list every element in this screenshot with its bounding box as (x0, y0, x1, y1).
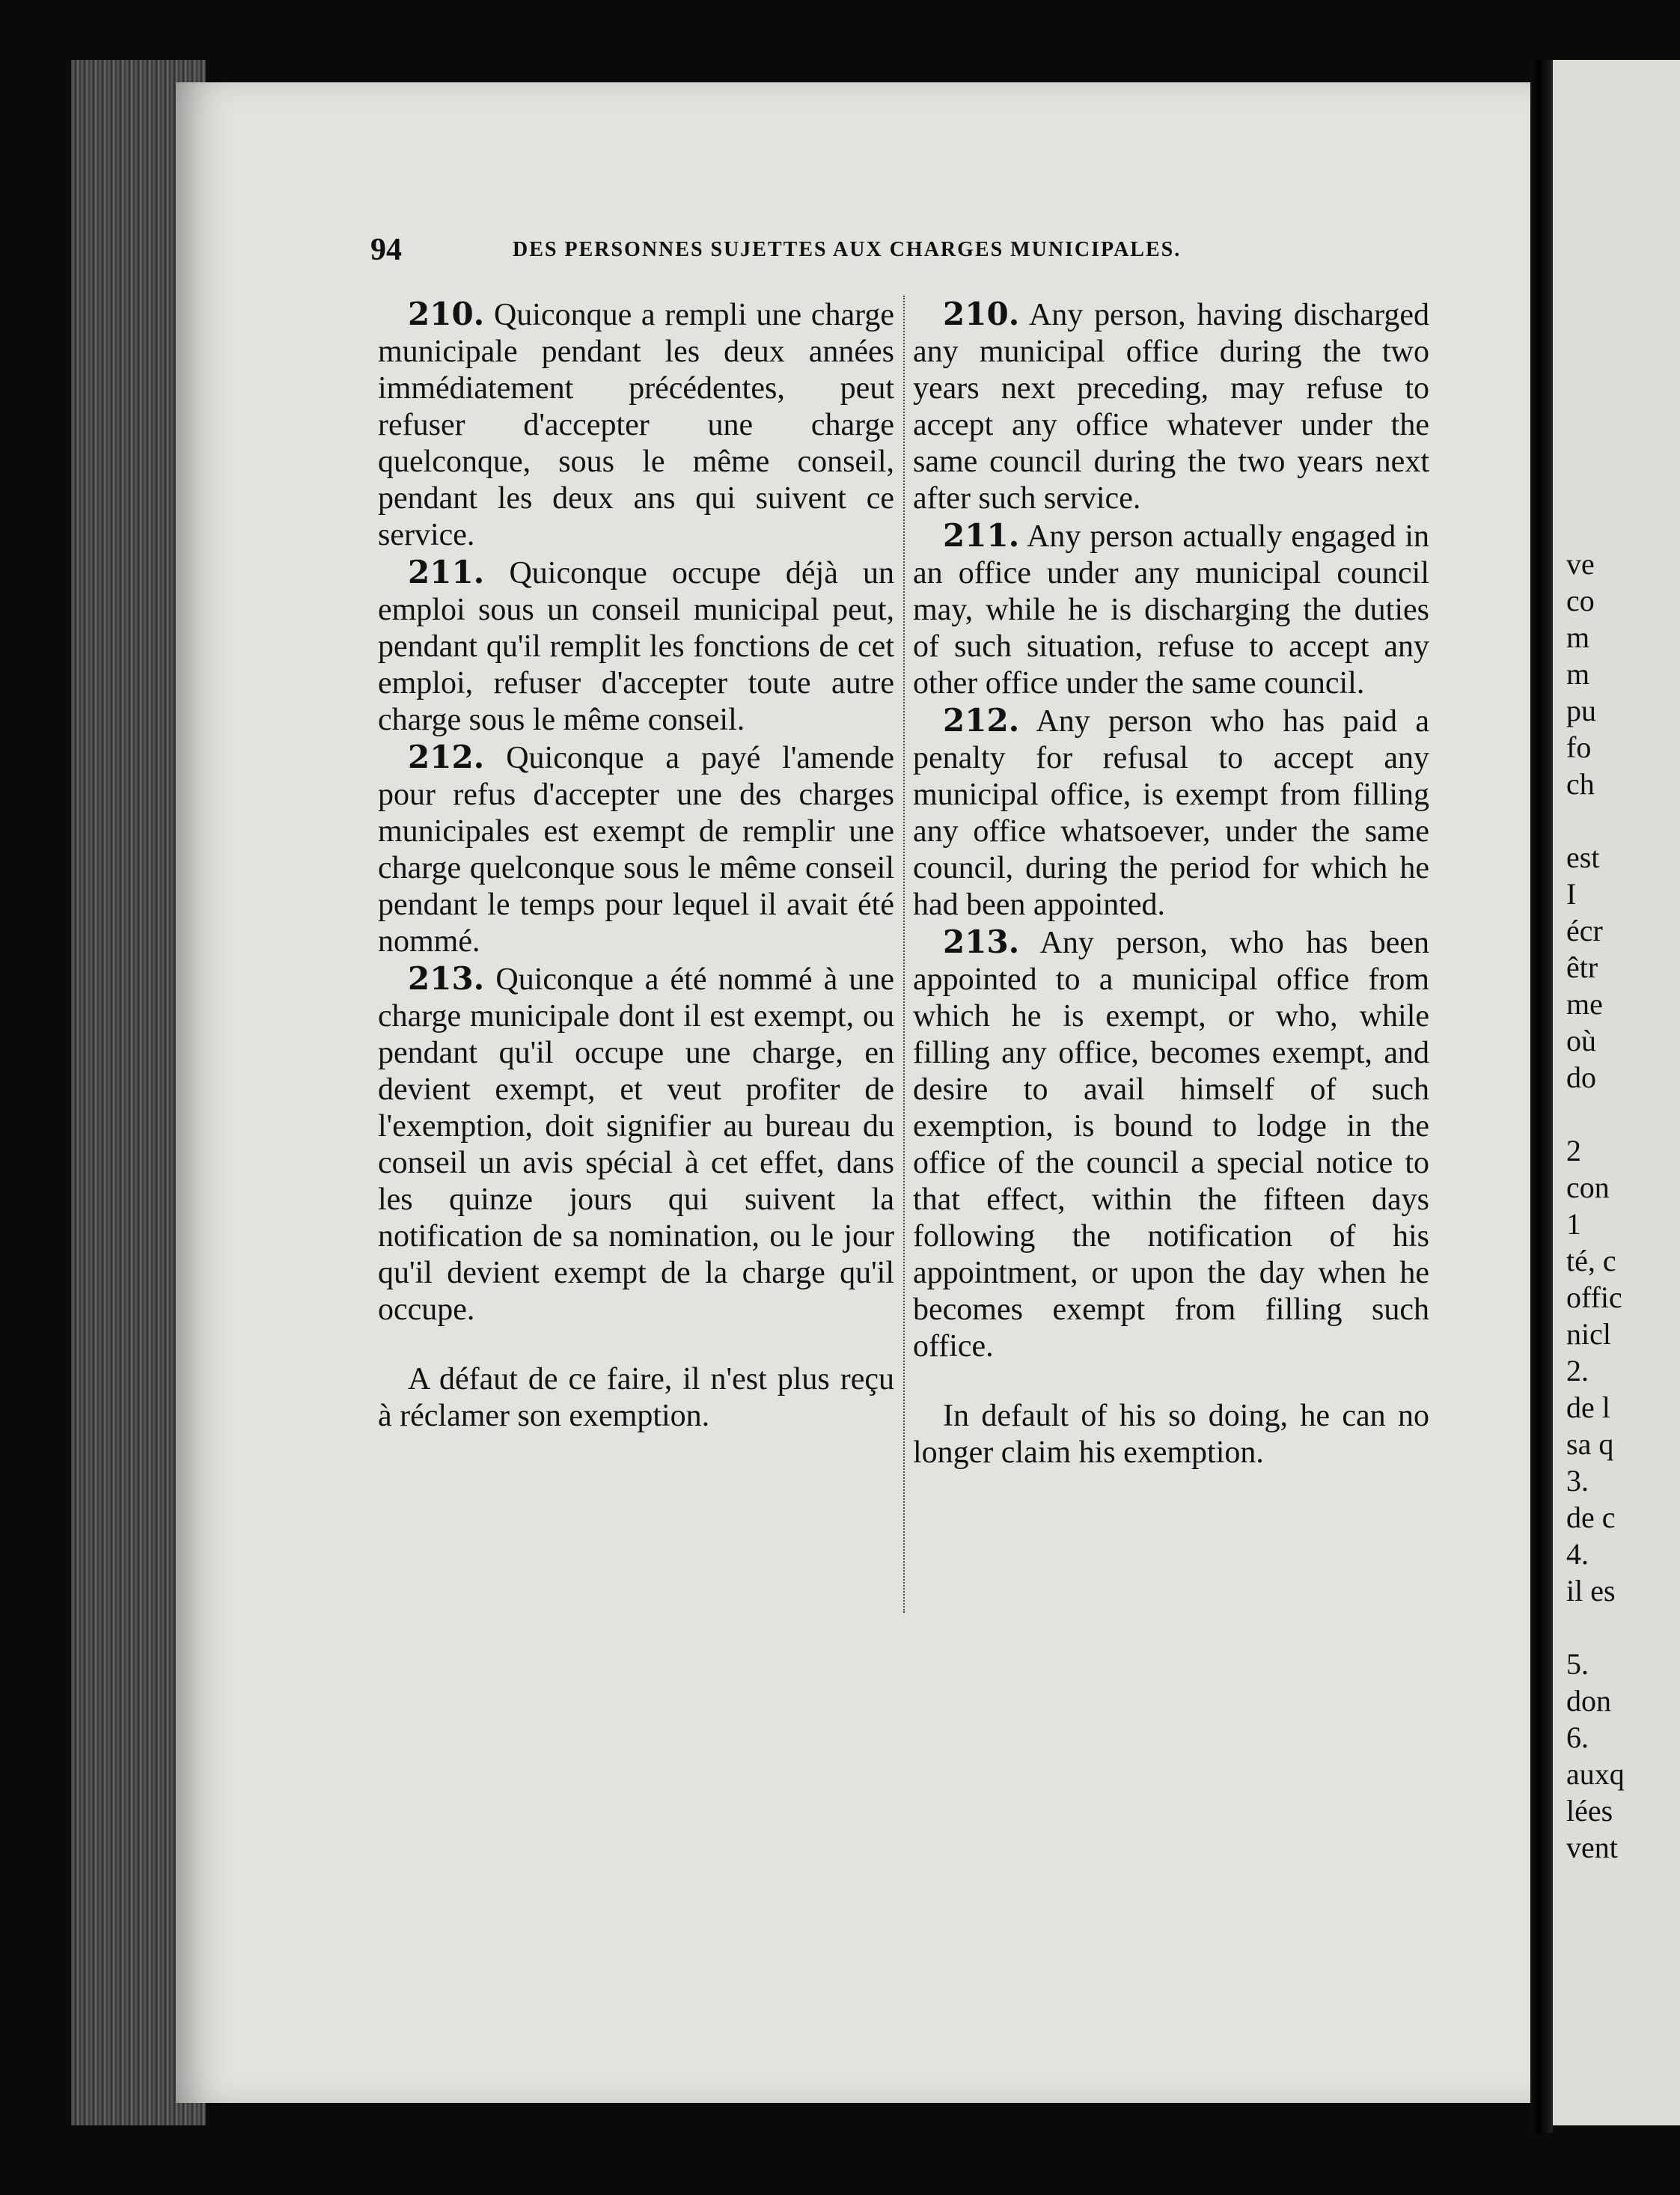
facing-page-text: I (1566, 877, 1577, 911)
article-text: A défaut de ce faire, il n'est plus reçu à réclamer son exemption. (378, 1362, 894, 1433)
facing-page-text: êtr (1566, 950, 1598, 984)
french-column (378, 296, 894, 1435)
article-paragraph (378, 739, 894, 960)
facing-page-text: m (1566, 620, 1590, 654)
facing-page-text: 4. (1566, 1537, 1589, 1571)
article-paragraph (378, 554, 894, 739)
facing-page-text: écr (1566, 914, 1603, 947)
facing-page-text: offic (1566, 1280, 1622, 1314)
article-paragraph (913, 517, 1429, 702)
article-text: Any person actually engaged in an office under any municipal council may, while he is discharging the duties of such situation, refuse to accept any other office under the same council. (913, 519, 1429, 700)
article-paragraph (913, 296, 1429, 517)
facing-page-text: 2. (1566, 1354, 1589, 1387)
article-text: Quiconque occupe déjà un emploi sous un conseil municipal peut, pendant qu'il remplit les fonctions de cet emploi, refuser d'accepter toute autre charge sous le même conseil. (378, 556, 894, 737)
paragraph-gap (913, 1365, 1429, 1398)
book-gutter (1530, 60, 1553, 2133)
article-paragraph (913, 924, 1429, 1365)
facing-page-text: est (1566, 840, 1600, 874)
facing-page-text: 6. (1566, 1721, 1589, 1754)
facing-page-text: pu (1566, 694, 1596, 727)
running-title: DES PERSONNES SUJETTES AUX CHARGES MUNICIPALES. (513, 238, 1182, 261)
facing-page-text: fo (1566, 730, 1592, 764)
article-paragraph (913, 702, 1429, 924)
facing-page-text: 3. (1566, 1464, 1589, 1498)
page-number: 94 (370, 233, 402, 267)
facing-page-text: m (1566, 657, 1590, 691)
facing-page-fragment (1553, 60, 1680, 2125)
facing-page-text: don (1566, 1684, 1611, 1718)
article-number: 211. (943, 517, 1020, 554)
facing-page-text: nicl (1566, 1317, 1611, 1351)
facing-page-text: 2 (1566, 1134, 1581, 1167)
running-head (176, 232, 1530, 277)
article-text: Any person, having discharged any municipal office during the two years next preceding, may refuse to accept any office whatever under the same council during the two years next after such service. (913, 298, 1430, 516)
article-text: Quiconque a payé l'amende pour refus d'accepter une des charges municipales est exempt de remplir une charge quelconque sous le même conseil pendant le temps pour lequel il avait été nommé. (378, 741, 894, 959)
article-number: 210. (408, 296, 485, 332)
english-column (913, 296, 1429, 1471)
article-number: 213. (943, 924, 1020, 960)
facing-page-text: té, c (1566, 1244, 1616, 1277)
paragraph-gap (378, 1328, 894, 1361)
facing-page-text: vent (1566, 1831, 1618, 1864)
article-number: 210. (943, 296, 1020, 332)
article-paragraph (378, 960, 894, 1328)
facing-page-text: me (1566, 987, 1603, 1021)
article-paragraph (913, 1398, 1429, 1471)
facing-page-text: lées (1566, 1794, 1613, 1828)
article-number: 212. (408, 739, 485, 775)
facing-page-text: il es (1566, 1574, 1616, 1608)
article-paragraph (378, 296, 894, 554)
facing-page-text: con (1566, 1170, 1610, 1204)
article-number: 212. (943, 702, 1020, 739)
article-text: Quiconque a rempli une charge municipale pendant les deux années immédiatement précédentes, peut refuser d'accepter une charge quelconque, sous le même conseil, pendant les deux ans qui suivent ce service. (378, 298, 894, 552)
article-text: Any person who has paid a penalty for refusal to accept any municipal office, is exempt from filling any office whatsoever, under the same council, during the period for which he had been appointed. (913, 704, 1429, 922)
article-paragraph (378, 1361, 894, 1435)
article-number: 213. (408, 960, 485, 997)
article-number: 211. (408, 554, 485, 590)
article-text: In default of his so doing, he can no longer claim his exemption. (913, 1399, 1429, 1470)
facing-page-text: 1 (1566, 1207, 1581, 1241)
facing-page-text: co (1566, 584, 1595, 617)
facing-page-text: sa q (1566, 1427, 1614, 1461)
facing-page-text: où (1566, 1024, 1596, 1057)
article-text: Quiconque a été nommé à une charge municipale dont il est exempt, ou pendant qu'il occupe une charge, en devient exempt, et veut profiter de l'exemption, doit signifier au bureau du conseil un avis spécial à cet effet, dans les quinze jours qui suivent la notification de sa nomination, ou le jour qu'il devient exempt de la charge qu'il occupe. (378, 962, 894, 1327)
facing-page-text: do (1566, 1060, 1596, 1094)
facing-page-text: de l (1566, 1390, 1610, 1424)
facing-page-text: 5. (1566, 1647, 1589, 1681)
facing-page-text: ch (1566, 767, 1595, 801)
column-divider (903, 296, 906, 1613)
facing-page-text: auxq (1566, 1757, 1625, 1791)
article-text: Any person, who has been appointed to a municipal office from which he is exempt, or who, while filling any office, becomes exempt, and desire to avail himself of such exemption, is bound to lodge in the office of the council a special notice to that effect, within the fifteen days following the notification of his appointment, or upon the day when he becomes exempt from filling such office. (913, 926, 1430, 1364)
facing-page-text: ve (1566, 547, 1595, 581)
facing-page-text: de c (1566, 1501, 1616, 1534)
